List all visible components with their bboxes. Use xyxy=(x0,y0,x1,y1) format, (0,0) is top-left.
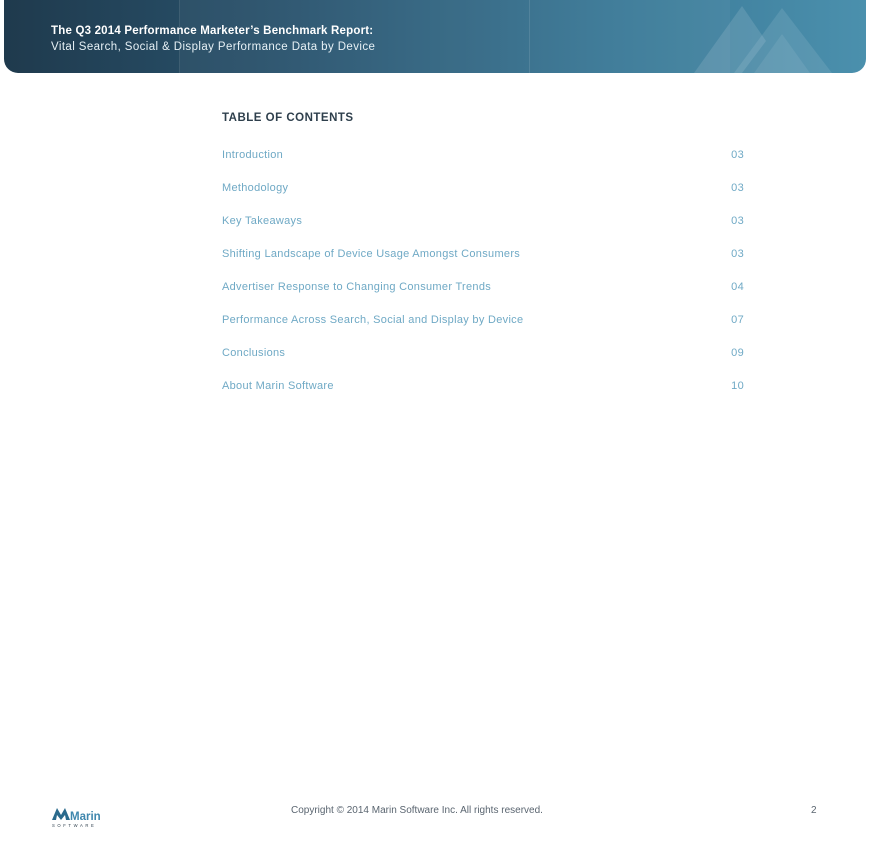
toc-item-page[interactable]: 10 xyxy=(731,379,744,392)
svg-text:SOFTWARE: SOFTWARE xyxy=(52,823,97,828)
toc-item-title[interactable]: Key Takeaways xyxy=(222,214,303,227)
report-subtitle: Vital Search, Social & Display Performance Data by Device xyxy=(51,41,376,53)
svg-text:Marin: Marin xyxy=(70,811,101,823)
toc-item-title[interactable]: Introduction xyxy=(222,148,284,161)
toc-item-introduction[interactable] xyxy=(222,138,744,171)
toc-item-page[interactable]: 07 xyxy=(731,313,744,326)
toc-item-title[interactable]: Methodology xyxy=(222,181,289,194)
copyright-text: Copyright © 2014 Marin Software Inc. All rights reserved. xyxy=(291,805,543,816)
toc-item-title[interactable]: About Marin Software xyxy=(222,379,334,392)
toc-item-performance[interactable] xyxy=(222,303,744,336)
report-title: The Q3 2014 Performance Marketer’s Benchmark Report: xyxy=(51,25,374,37)
toc-list xyxy=(222,138,744,402)
toc-item-page[interactable]: 03 xyxy=(731,148,744,161)
toc-item-page[interactable]: 03 xyxy=(731,214,744,227)
page-number: 2 xyxy=(811,805,817,816)
toc-item-page[interactable]: 04 xyxy=(731,280,744,293)
toc-item-device-usage[interactable] xyxy=(222,237,744,270)
toc-item-key-takeaways[interactable] xyxy=(222,204,744,237)
toc-item-title[interactable]: Shifting Landscape of Device Usage Amongst Consumers xyxy=(222,247,521,260)
toc-item-page[interactable]: 03 xyxy=(731,247,744,260)
header-banner xyxy=(4,0,866,73)
toc-item-advertiser-response[interactable] xyxy=(222,270,744,303)
toc-item-title[interactable]: Advertiser Response to Changing Consumer Trends xyxy=(222,280,492,293)
toc-item-conclusions[interactable] xyxy=(222,336,744,369)
toc-item-title[interactable]: Conclusions xyxy=(222,346,286,359)
toc-item-title[interactable]: Performance Across Search, Social and Display by Device xyxy=(222,313,524,326)
toc-item-about[interactable] xyxy=(222,369,744,402)
toc-heading: TABLE OF CONTENTS xyxy=(222,112,354,124)
toc-item-methodology[interactable] xyxy=(222,171,744,204)
marin-software-logo xyxy=(52,806,116,828)
marin-peaks-icon xyxy=(694,6,834,73)
toc-item-page[interactable]: 09 xyxy=(731,346,744,359)
toc-item-page[interactable]: 03 xyxy=(731,181,744,194)
